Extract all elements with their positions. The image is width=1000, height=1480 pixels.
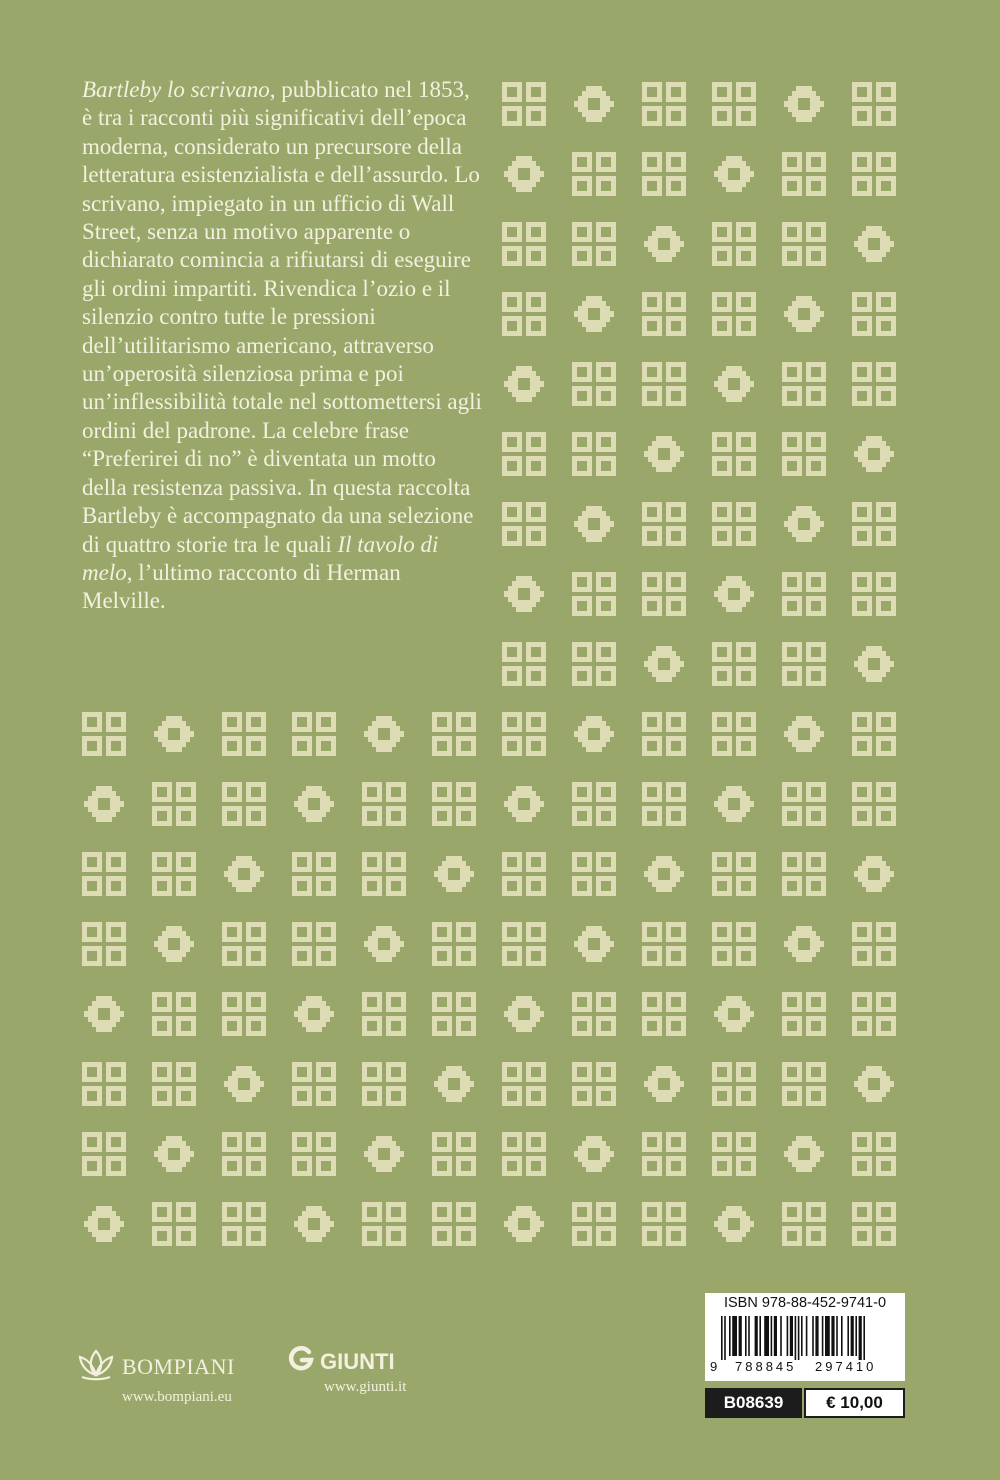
barcode-digits-left: 788845 — [735, 1359, 797, 1374]
back-cover-description: Bartleby lo scrivano, pubblicato nel 1853, è tra i racconti più significativi dell’epoca moderna, considerato un precursore della letteratura esistenzialista e dell’assurdo. Lo scrivano, impiegato in un ufficio di Wall Street, senza un motivo apparente o dichiarato comincia a rifiutarsi di eseguire gli ordini impartiti. Rivendica l’ozio e il silenzio contro tutte le pressioni dell’utilitarismo americano, attraverso un’operosità silenziosa prima e poi un’inflessibilità totale nel sottomettersi agli ordini del padrone. La celebre frase “Preferirei di no” è diventata un motto della resistenza passiva. In questa raccolta Bartleby è accompagnato da una selezione di quattro storie tra le quali Il tavolo di melo, l’ultimo racconto di Herman Melville. — [82, 77, 482, 614]
giunti-url[interactable]: www.giunti.it — [324, 1379, 407, 1395]
barcode-bars — [721, 1316, 893, 1360]
isbn-label: ISBN 978-88-452-9741-0 — [723, 1295, 887, 1311]
price: € 10,00 — [804, 1388, 905, 1418]
barcode-digit-first: 9 — [710, 1359, 718, 1374]
product-code: B08639 — [705, 1388, 802, 1418]
book-title: Bartleby lo scrivano — [82, 77, 270, 102]
barcode-digits-right: 297410 — [815, 1359, 877, 1374]
bompiani-logo — [76, 1346, 235, 1406]
bompiani-name: BOMPIANI — [122, 1353, 235, 1379]
giunti-logo — [288, 1346, 406, 1396]
isbn-barcode — [705, 1293, 905, 1381]
giunti-name: GIUNTI — [320, 1348, 395, 1374]
g-swirl-icon — [288, 1346, 314, 1377]
story-title: Il tavolo di melo — [82, 531, 439, 585]
lotus-flower-icon — [76, 1346, 116, 1387]
bompiani-url[interactable]: www.bompiani.eu — [122, 1389, 232, 1405]
